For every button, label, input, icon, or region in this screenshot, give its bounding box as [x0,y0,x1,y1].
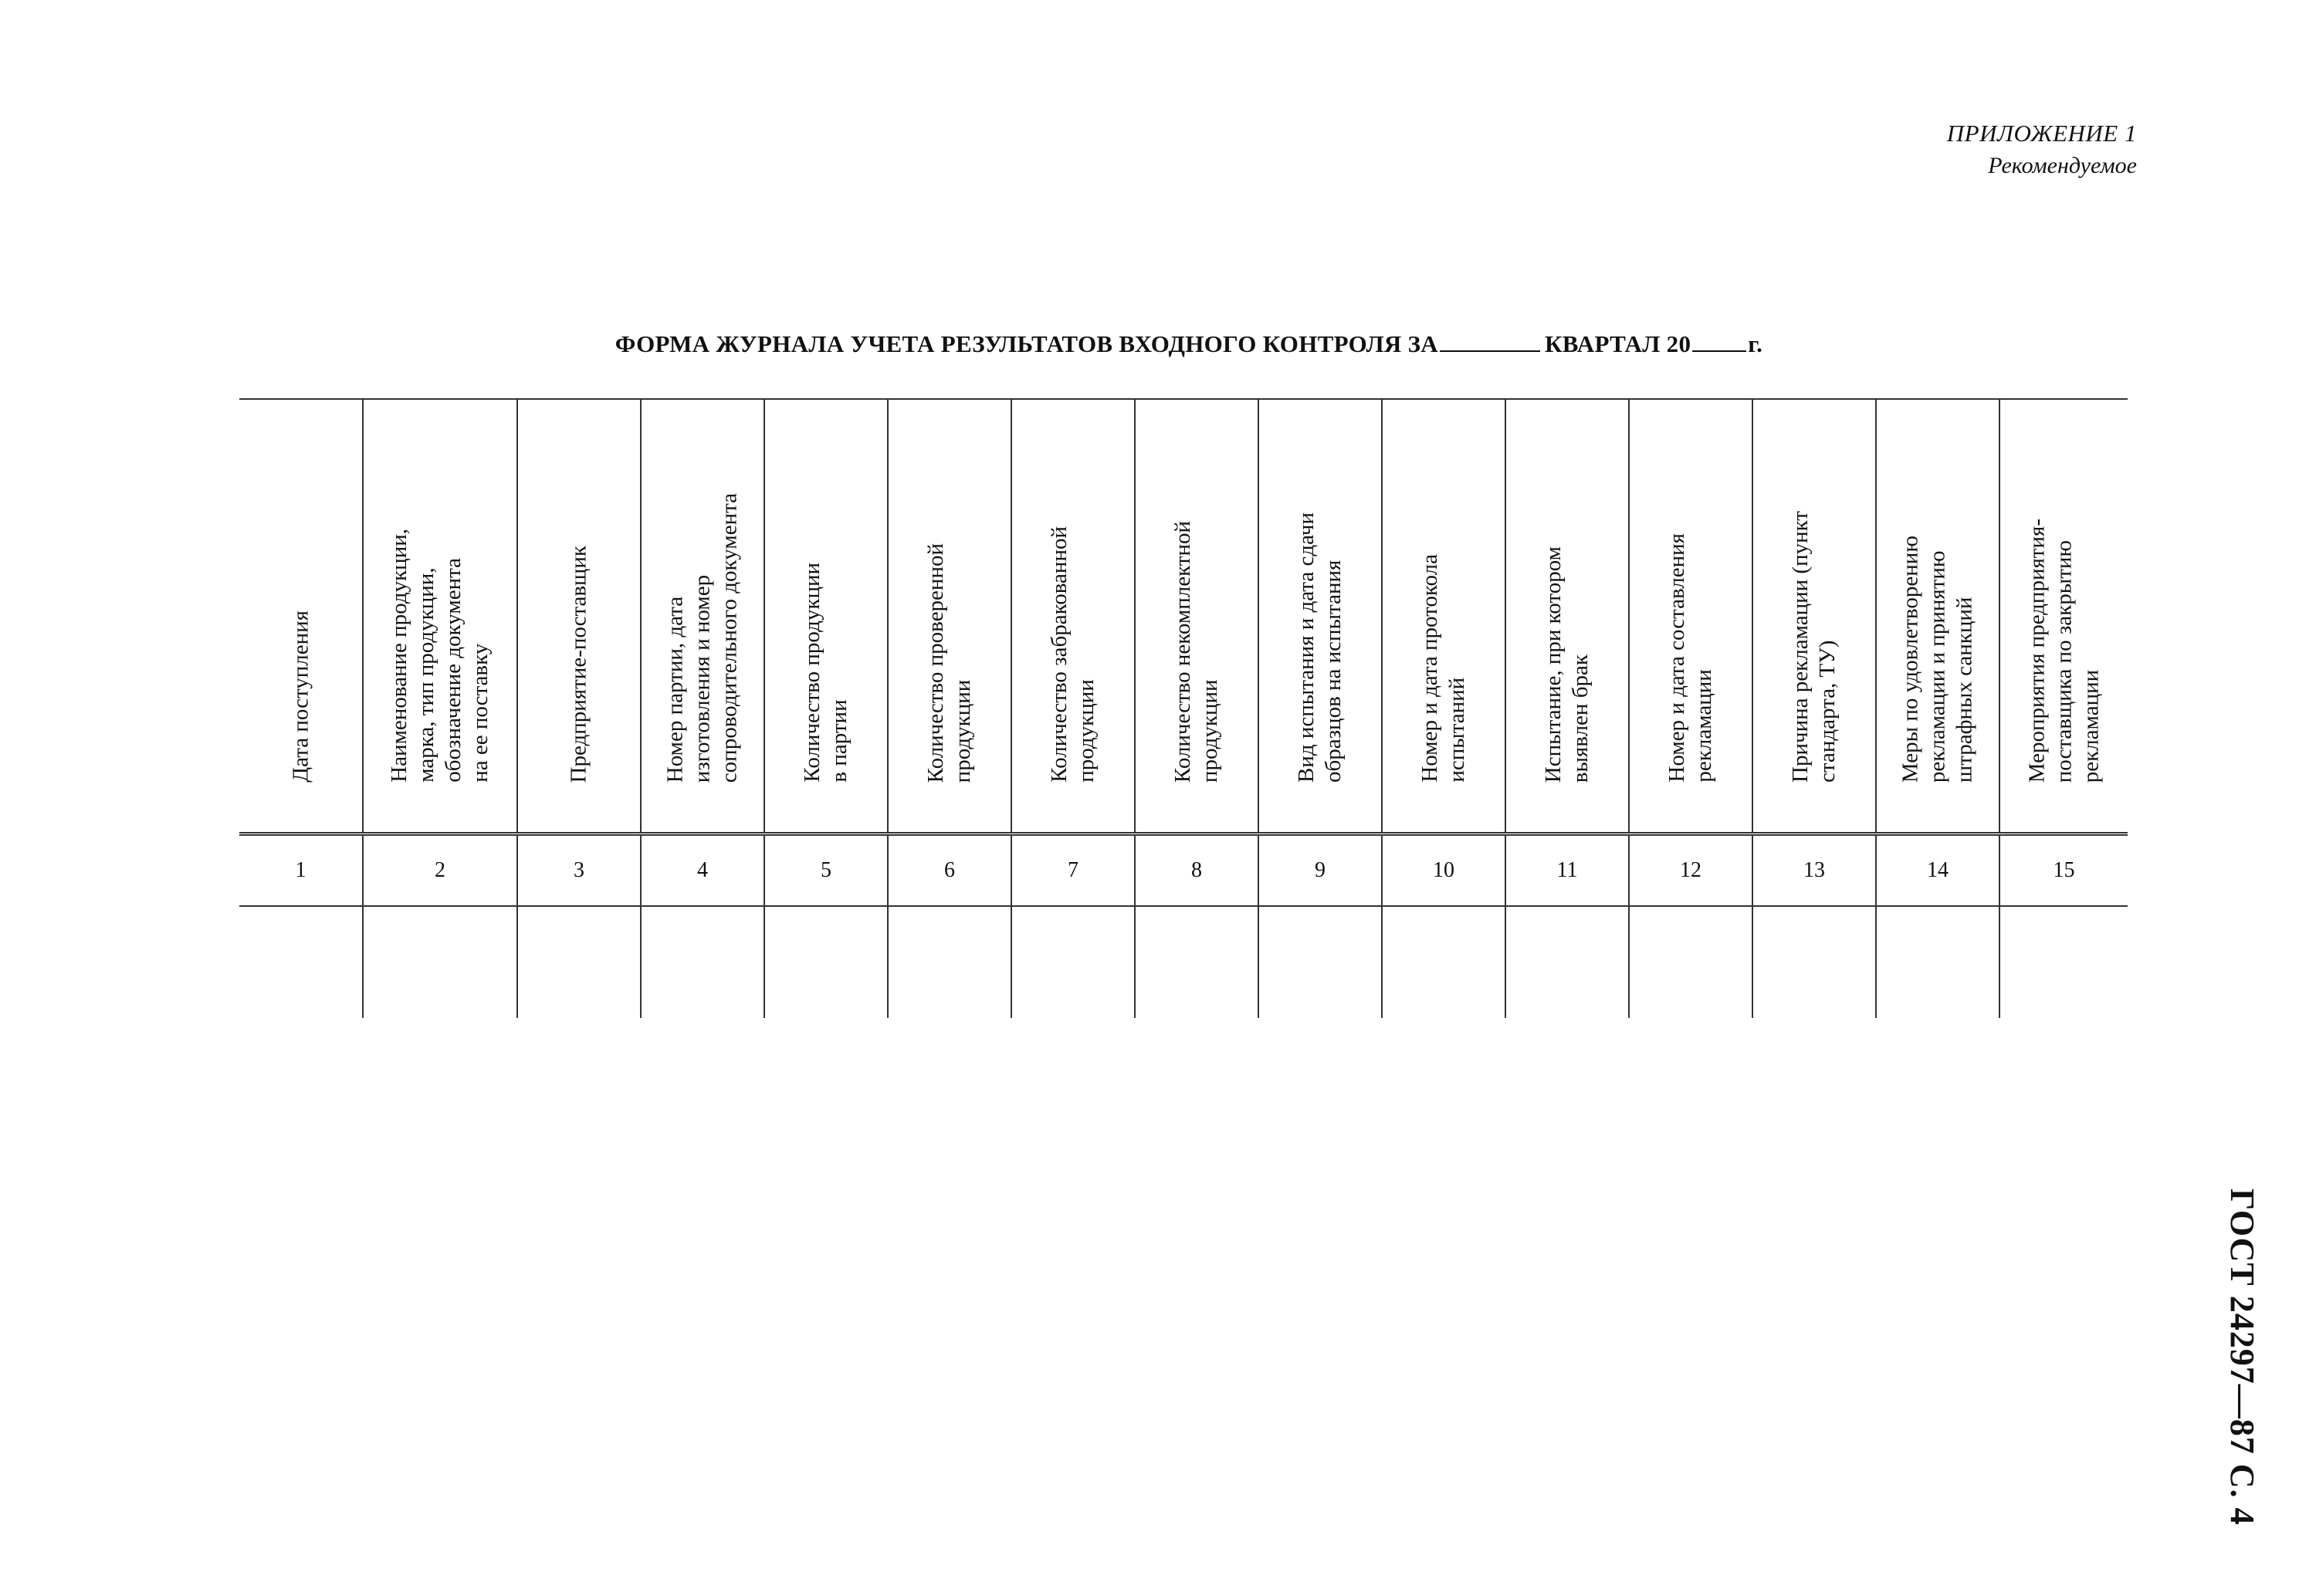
column-header-label: Количество забракованной продукции [1047,526,1099,783]
column-number: 2 [363,834,517,907]
header-row [239,399,2128,834]
empty-cell [1505,906,1629,1018]
column-header [239,399,363,834]
column-header-label: Причина рекламации (пункт стандарта, ТУ) [1788,511,1840,783]
column-number: 14 [1876,834,1999,907]
column-header-label: Номер и дата составления рекламации [1664,533,1716,783]
column-number: 1 [239,834,363,907]
empty-cell [1752,906,1876,1018]
year-blank [1692,330,1746,352]
column-header-label: Меры по удовлетворению рекламации и принятию штрафных санкций [1898,535,1977,783]
column-header [764,399,888,834]
empty-cell [1382,906,1505,1018]
column-number: 4 [641,834,764,907]
column-number: 15 [1999,834,2128,907]
column-header-label: Испытание, при котором выявлен брак [1541,546,1593,783]
column-header-label: Наименование продукции, марка, тип продукции, обозначение документа на ее поставку [387,529,493,783]
column-header [1505,399,1629,834]
empty-cell [1011,906,1135,1018]
column-header [1011,399,1135,834]
column-header [1382,399,1505,834]
column-header-label: Вид испытания и дата сдачи образцов на испытания [1294,512,1346,783]
empty-cell [1629,906,1752,1018]
empty-cell [517,906,641,1018]
empty-cell [764,906,888,1018]
journal-table [239,398,2128,1018]
column-number: 13 [1752,834,1876,907]
column-number: 3 [517,834,641,907]
empty-cell [1135,906,1258,1018]
column-header [1876,399,1999,834]
column-header [888,399,1011,834]
empty-cell [641,906,764,1018]
form-title-part3: г. [1748,330,1763,357]
column-header [517,399,641,834]
form-title [239,330,2138,358]
column-header [641,399,764,834]
empty-cell [1876,906,1999,1018]
quarter-blank [1440,330,1540,352]
column-number: 12 [1629,834,1752,907]
column-header-label: Предприятие-поставщик [566,545,591,783]
column-header-label: Дата поступления [288,610,313,783]
empty-entry-row [239,906,2128,1018]
empty-cell [363,906,517,1018]
annex-subtitle: Рекомендуемое [1988,153,2137,178]
column-number: 10 [1382,834,1505,907]
column-header [1258,399,1382,834]
column-header-label: Количество проверенной продукции [923,543,975,783]
column-header-label: Количество продукции в партии [800,563,852,783]
annex-block [1947,117,2137,182]
column-number: 6 [888,834,1011,907]
empty-cell [1999,906,2128,1018]
column-number: 11 [1505,834,1629,907]
column-header [1135,399,1258,834]
column-number: 7 [1011,834,1135,907]
annex-title: ПРИЛОЖЕНИЕ 1 [1946,120,2137,147]
column-header [1752,399,1876,834]
column-header-label: Количество некомплектной продукции [1170,520,1222,783]
column-header-label: Номер партии, дата изготовления и номер сопроводительного документа [662,492,742,783]
column-header-label: Мероприятия предприятия- поставщика по закрытию рекламации [2024,518,2103,783]
form-title-part2: КВАРТАЛ 20 [1545,330,1691,357]
column-number: 5 [764,834,888,907]
column-header [363,399,517,834]
form-title-part1: ФОРМА ЖУРНАЛА УЧЕТА РЕЗУЛЬТАТОВ ВХОДНОГО КОНТРОЛЯ ЗА [615,330,1438,357]
empty-cell [239,906,363,1018]
column-number: 8 [1135,834,1258,907]
column-number-row [239,834,2128,907]
column-number: 9 [1258,834,1382,907]
page-label: ГОСТ 24297—87 С. 4 [2223,1189,2261,1526]
empty-cell [888,906,1011,1018]
empty-cell [1258,906,1382,1018]
column-header-label: Номер и дата протокола испытаний [1417,554,1469,783]
column-header [1629,399,1752,834]
column-header [1999,399,2128,834]
